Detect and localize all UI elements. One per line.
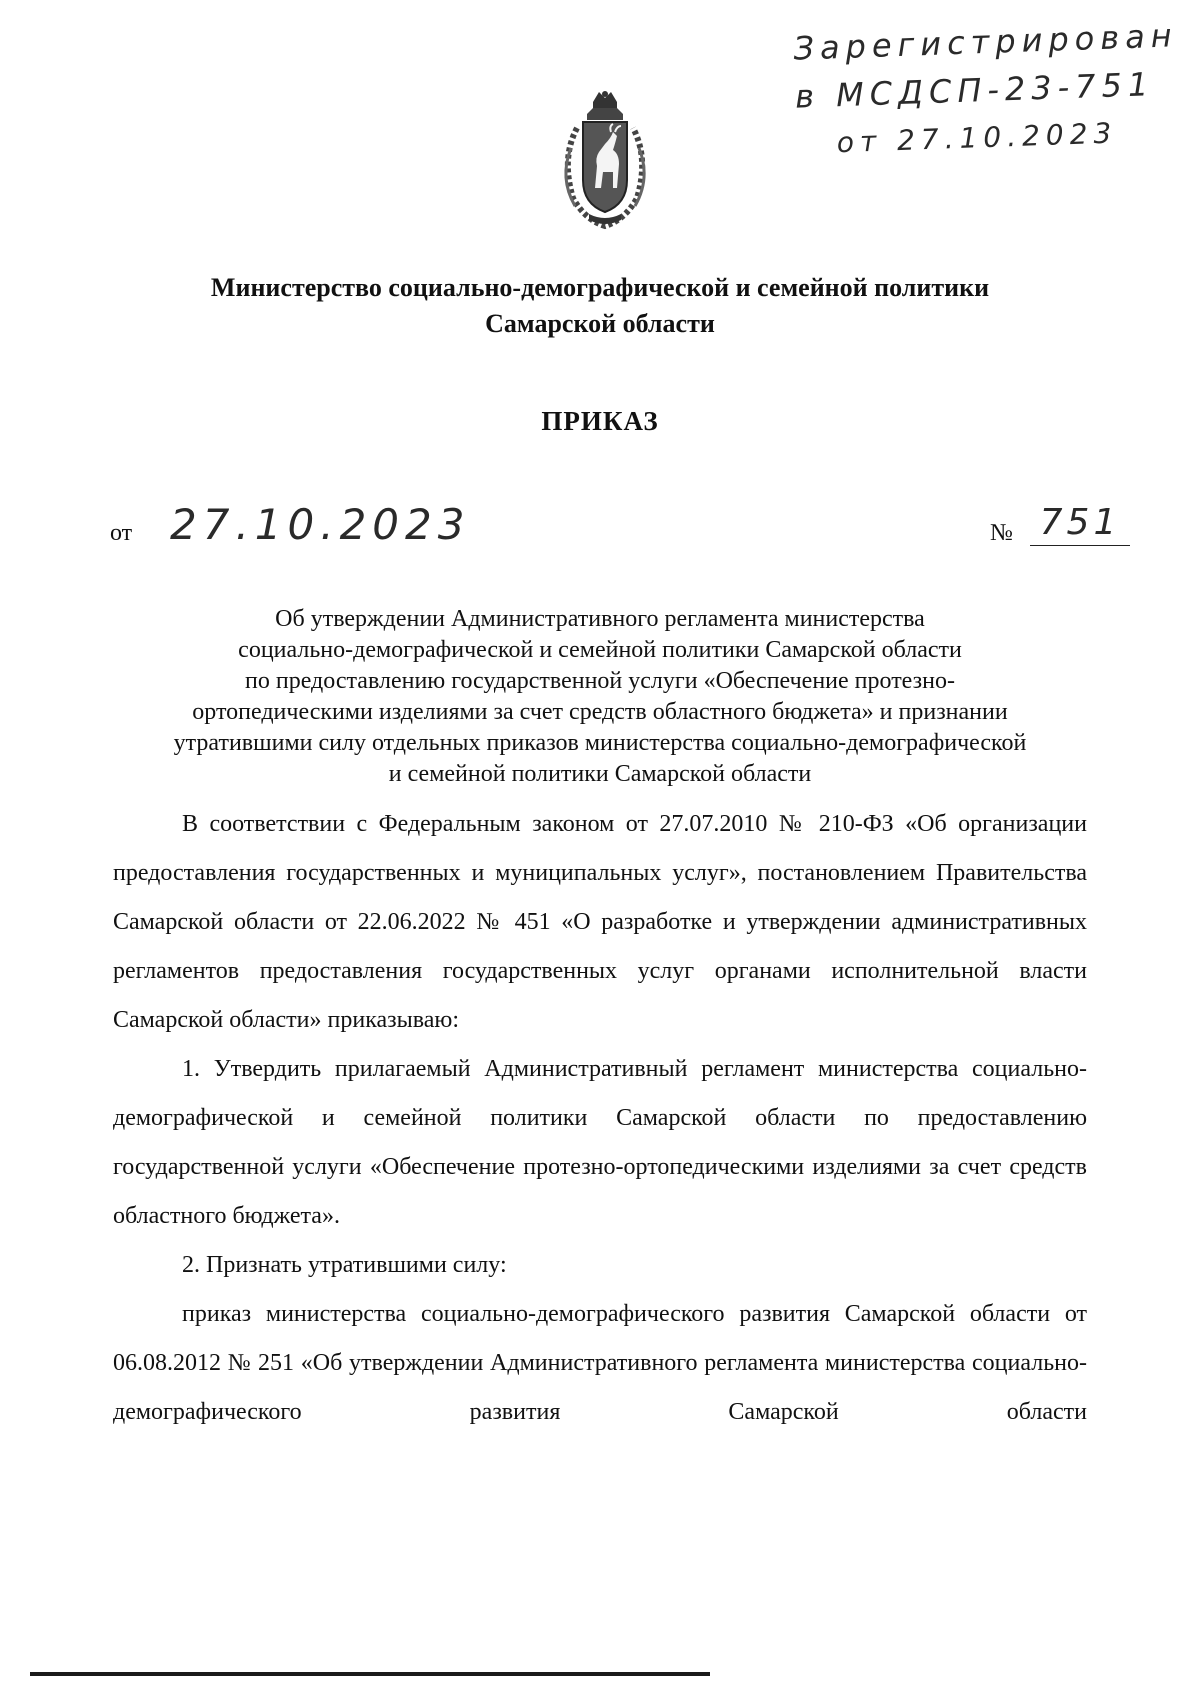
samara-coat-of-arms-icon xyxy=(555,88,655,230)
item-2-paragraph: 2. Признать утратившими силу: xyxy=(182,1252,507,1278)
subject-line: и семейной политики Самарской области xyxy=(388,761,812,787)
item-1-paragraph: 1. Утвердить прилагаемый Административный регламент министерства социально-демографической и семейной политики Самарской области по предоставлению государственной услуги «Обеспечение протезно-ортопедическими изделиями за счет средств областного бюджета». xyxy=(113,1056,1087,1229)
document-type-title: ПРИКАЗ xyxy=(541,406,659,436)
registration-stamp-line-1: Зарегистрирован xyxy=(792,16,1179,68)
number-label: № xyxy=(990,520,1013,546)
registration-stamp-line-2: в МСДСП-23-751 xyxy=(794,65,1155,116)
item-2-sub-paragraph: приказ министерства социально-демографического развития Самарской области от 06.08.2012 № 251 «Об утверждении Административного регламента министерства социально-демографического развития Самарской области xyxy=(113,1301,1087,1425)
preamble-paragraph: В соответствии с Федеральным законом от 27.07.2010 № 210-ФЗ «Об организации предоставления государственных и муниципальных услуг», постановлением Правительства Самарской области от 22.06.2022 № 451 «О разработке и утверждении административных регламентов предоставления государственных услуг органами исполнительной власти Самарской области» приказываю: xyxy=(113,811,1087,1033)
page-bottom-rule xyxy=(30,1672,710,1676)
ministry-name-line-1: Министерство социально-демографической и семейной политики xyxy=(210,273,990,302)
date-label: от xyxy=(110,520,133,546)
subject-line: по предоставлению государственной услуги «Обеспечение протезно- xyxy=(245,668,955,694)
ministry-name-line-2: Самарской области xyxy=(485,309,715,338)
order-number-handwritten: 751 xyxy=(1030,502,1130,546)
subject-line: социально-демографической и семейной политики Самарской области xyxy=(238,637,962,663)
order-body xyxy=(113,800,1087,1437)
ministry-name xyxy=(100,270,1100,342)
order-subject xyxy=(110,604,1090,790)
subject-line: Об утверждении Административного регламента министерства xyxy=(275,606,925,632)
subject-line: утратившими силу отдельных приказов министерства социально-демографической xyxy=(173,730,1027,756)
registration-stamp-line-3: от 27.10.2023 xyxy=(836,116,1118,160)
order-date-handwritten: 27.10.2023 xyxy=(170,500,471,549)
registration-stamp xyxy=(793,11,1178,168)
subject-line: ортопедическими изделиями за счет средств областного бюджета» и признании xyxy=(192,699,1008,725)
order-date-number-row xyxy=(110,500,1121,560)
